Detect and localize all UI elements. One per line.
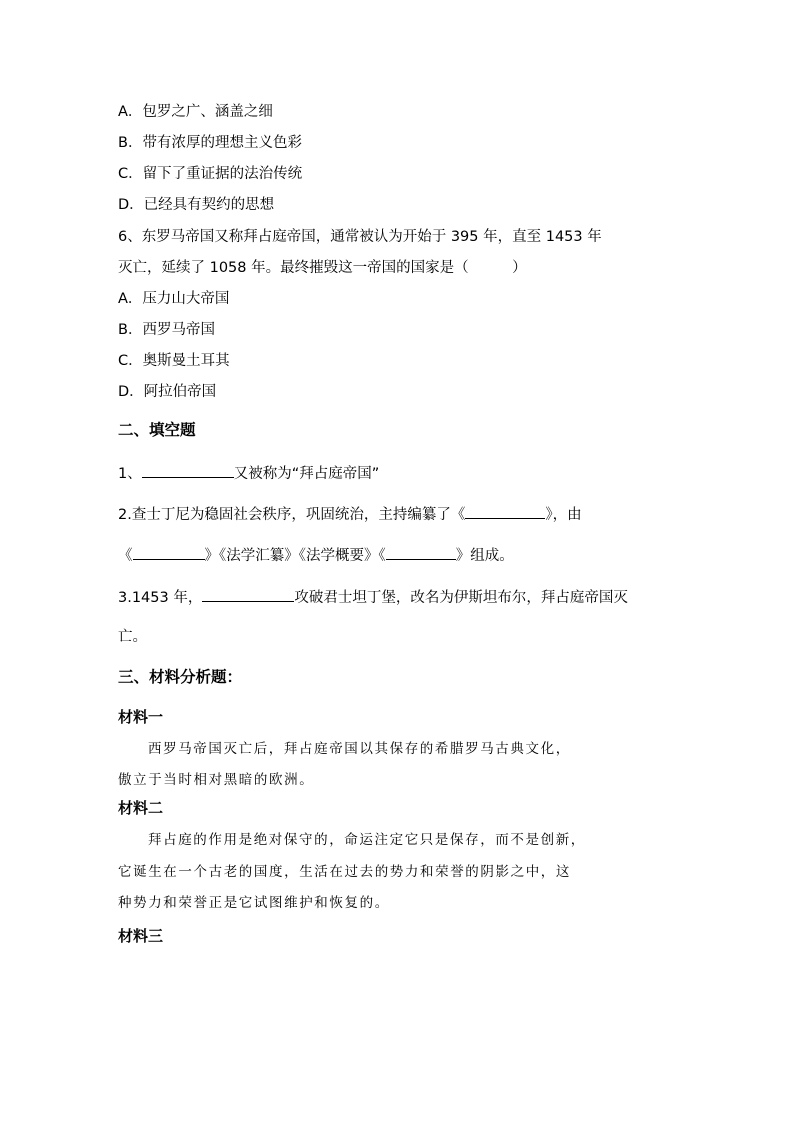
fill-in-q2-blank-2[interactable]	[133, 544, 205, 560]
q6-option-c: C．奥斯曼土耳其	[118, 353, 230, 369]
fill-in-q2-mid: 》《法学汇纂》《法学概要》《	[204, 548, 386, 564]
q6-option-d: D．阿拉伯帝国	[118, 384, 217, 400]
material-2-line-2: 它诞生在一个古老的国度，生活在过去的势力和荣誉的阴影之中，这	[118, 864, 571, 880]
material-2-line-1: 拜占庭的作用是绝对保守的，命运注定它只是保存，而不是创新，	[148, 832, 586, 848]
material-2-title: 材料二	[118, 799, 164, 817]
fill-in-q2-open: 《	[118, 548, 133, 564]
fill-in-q2-line1	[118, 503, 582, 525]
fill-in-q1-blank[interactable]	[142, 462, 234, 478]
fill-in-q2-end: 》组成。	[455, 548, 514, 564]
fill-in-q2-blank-3[interactable]	[386, 544, 456, 560]
fill-in-q3-blank[interactable]	[202, 586, 294, 602]
q5-option-d: D．已经具有契约的思想	[118, 197, 275, 213]
q6-option-b: B．西罗马帝国	[118, 322, 215, 338]
material-1-line-2: 傲立于当时相对黑暗的欧洲。	[118, 772, 315, 788]
fill-in-q3-suffix: 攻破君士坦丁堡，改名为伊斯坦布尔，拜占庭帝国灭	[294, 590, 628, 606]
material-3-title: 材料三	[118, 927, 164, 945]
q6-option-a: A．压力山大帝国	[118, 291, 230, 307]
material-2-line-3: 种势力和荣誉正是它试图维护和恢复的。	[118, 895, 390, 911]
fill-in-q2-prefix: 2.查士丁尼为稳固社会秩序，巩固统治，主持编纂了《	[118, 507, 466, 523]
fill-in-heading: 二、填空题	[118, 421, 196, 439]
analysis-heading: 三、材料分析题：	[118, 668, 243, 686]
fill-in-q2-line2	[118, 544, 514, 566]
q6-stem-line1: 6、东罗马帝国又称拜占庭帝国，通常被认为开始于 395 年，直至 1453 年	[118, 229, 602, 245]
fill-in-q1-prefix: 1、	[118, 466, 142, 482]
q5-option-c: C．留下了重证据的法治传统	[118, 166, 303, 182]
fill-in-q3-prefix: 3.1453 年，	[118, 590, 203, 606]
q5-option-b: B．带有浓厚的理想主义色彩	[118, 135, 302, 151]
material-1-title: 材料一	[118, 708, 164, 726]
fill-in-q3-line1	[118, 586, 628, 608]
fill-in-q1	[118, 462, 379, 484]
fill-in-q3-line2: 亡。	[118, 629, 147, 645]
material-1-line-1: 西罗马帝国灭亡后，拜占庭帝国以其保存的希腊罗马古典文化，	[148, 741, 571, 757]
q6-stem-line2: 灭亡，延续了 1058 年。最终摧毁这一帝国的国家是（ ）	[118, 260, 527, 276]
q5-option-a: A．包罗之广、涵盖之细	[118, 104, 273, 120]
fill-in-q2-suffix: 》，由	[545, 507, 582, 523]
fill-in-q2-blank-1[interactable]	[465, 503, 545, 519]
fill-in-q1-suffix: 又被称为“拜占庭帝国”	[233, 466, 380, 482]
